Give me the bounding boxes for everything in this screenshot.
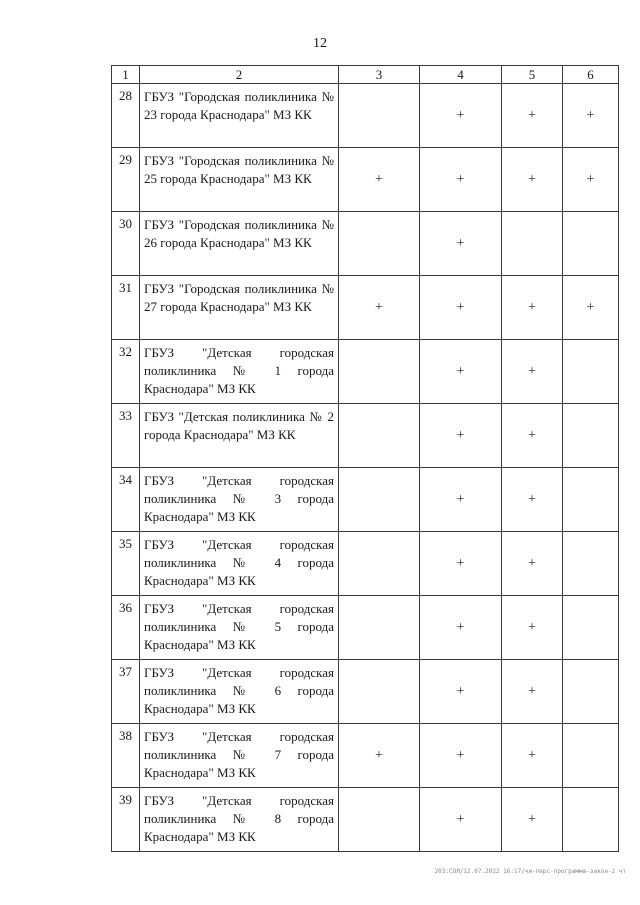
mark-cell: + [420,340,502,404]
institution-name: ГБУЗ "Городская поликлиника № 27 города Краснодара" МЗ КК [140,276,339,340]
mark-cell [339,212,420,276]
row-number: 33 [112,404,140,468]
table-row [112,468,619,532]
mark-cell [339,532,420,596]
mark-cell: + [502,660,563,724]
table-row [112,596,619,660]
mark-cell [502,212,563,276]
row-number: 28 [112,84,140,148]
row-number: 31 [112,276,140,340]
row-number: 38 [112,724,140,788]
mark-cell: + [502,468,563,532]
institution-name: ГБУЗ "Детская городская поликлиника № 5 города Краснодара" МЗ КК [140,596,339,660]
institution-name: ГБУЗ "Городская поликлиника № 23 города Краснодара" МЗ КК [140,84,339,148]
mark-cell [563,212,619,276]
mark-cell: + [420,212,502,276]
row-number: 32 [112,340,140,404]
page-number: 12 [313,36,327,51]
registry-table [111,65,619,852]
table-row [112,276,619,340]
footer-stamp: 203:СОЯ/12.07.2022 16:17/чи-перс-программа-закон-2 чт [434,868,626,875]
institution-name: ГБУЗ "Детская городская поликлиника № 4 города Краснодара" МЗ КК [140,532,339,596]
row-number: 29 [112,148,140,212]
table-row [112,404,619,468]
mark-cell: + [420,276,502,340]
column-header: 6 [563,66,619,84]
mark-cell: + [420,468,502,532]
mark-cell [563,788,619,852]
column-header: 3 [339,66,420,84]
mark-cell: + [420,532,502,596]
institution-name: ГБУЗ "Городская поликлиника № 25 города Краснодара" МЗ КК [140,148,339,212]
row-number: 34 [112,468,140,532]
mark-cell [563,596,619,660]
mark-cell [339,596,420,660]
mark-cell: + [420,788,502,852]
row-number: 30 [112,212,140,276]
row-number: 37 [112,660,140,724]
mark-cell [339,660,420,724]
mark-cell [563,468,619,532]
table-row [112,148,619,212]
mark-cell: + [420,724,502,788]
header-row [112,66,619,84]
mark-cell: + [420,660,502,724]
mark-cell [563,660,619,724]
table-row [112,84,619,148]
mark-cell: + [339,276,420,340]
mark-cell [563,532,619,596]
mark-cell: + [502,404,563,468]
mark-cell: + [420,148,502,212]
institution-name: ГБУЗ "Детская городская поликлиника № 7 города Краснодара" МЗ КК [140,724,339,788]
mark-cell: + [502,788,563,852]
mark-cell [339,84,420,148]
mark-cell: + [420,596,502,660]
institution-name: ГБУЗ "Детская городская поликлиника № 6 города Краснодара" МЗ КК [140,660,339,724]
mark-cell: + [420,404,502,468]
table-row [112,788,619,852]
table-row [112,212,619,276]
mark-cell: + [563,148,619,212]
institution-name: ГБУЗ "Городская поликлиника № 26 города Краснодара" МЗ КК [140,212,339,276]
mark-cell [563,340,619,404]
row-number: 35 [112,532,140,596]
column-header: 5 [502,66,563,84]
mark-cell: + [339,148,420,212]
mark-cell: + [502,532,563,596]
mark-cell: + [502,340,563,404]
mark-cell [339,404,420,468]
column-header: 4 [420,66,502,84]
table-row [112,660,619,724]
table-row [112,532,619,596]
institution-name: ГБУЗ "Детская городская поликлиника № 1 города Краснодара" МЗ КК [140,340,339,404]
institution-name: ГБУЗ "Детская поликлиника № 2 города Краснодара" МЗ КК [140,404,339,468]
column-header: 2 [140,66,339,84]
table-row [112,724,619,788]
mark-cell [563,724,619,788]
institution-name: ГБУЗ "Детская городская поликлиника № 8 города Краснодара" МЗ КК [140,788,339,852]
mark-cell: + [502,148,563,212]
mark-cell: + [502,84,563,148]
mark-cell [339,788,420,852]
mark-cell: + [339,724,420,788]
mark-cell [339,468,420,532]
mark-cell: + [502,276,563,340]
column-header: 1 [112,66,140,84]
row-number: 36 [112,596,140,660]
row-number: 39 [112,788,140,852]
mark-cell: + [502,724,563,788]
mark-cell: + [502,596,563,660]
table-row [112,340,619,404]
mark-cell [563,404,619,468]
mark-cell: + [420,84,502,148]
institution-name: ГБУЗ "Детская городская поликлиника № 3 города Краснодара" МЗ КК [140,468,339,532]
mark-cell: + [563,276,619,340]
mark-cell [339,340,420,404]
mark-cell: + [563,84,619,148]
